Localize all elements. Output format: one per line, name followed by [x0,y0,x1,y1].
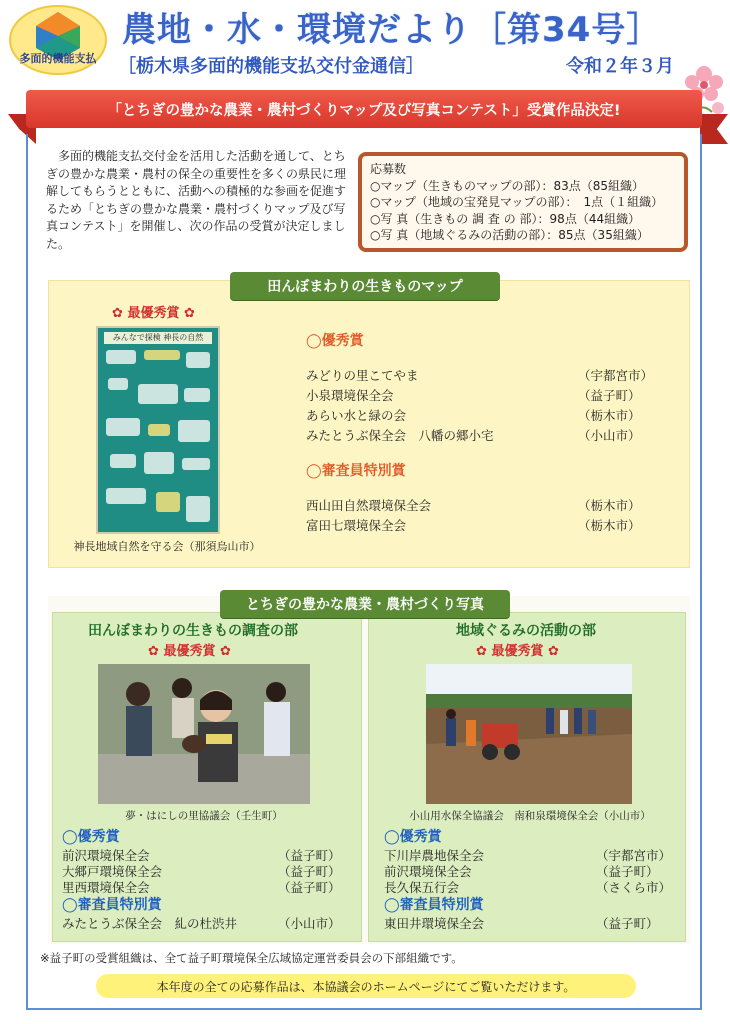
map-image-title: みんなで探検 神長の自然 [104,332,212,344]
award-city: （栃木市） [578,498,641,513]
award-row [62,846,352,863]
award-row [306,516,658,534]
winning-map-image [96,326,220,534]
map-note [186,352,210,368]
award-org: 西山田自然環境保全会 [306,498,432,513]
award-row [306,366,658,384]
right-photo-caption: 小山用水保全協議会 南和泉環境保全会（小山市） [409,810,651,822]
award-org: あらい水と緑の会 [306,408,407,423]
award-city: （栃木市） [578,518,641,533]
award-org: 小泉環境保全会 [306,388,394,403]
award-org: みどりの里こてやま [306,368,419,383]
award-org: 前沢環境保全会 [62,848,150,863]
entries-line: ○写 真（生きもの 調 査 の 部）：98点（44組織） [370,211,641,226]
left-special-heading: ◯審査員特別賞 [62,897,162,913]
map-note [186,496,210,522]
left-top-award [148,640,231,659]
award-org: 下川岸農地保全会 [384,848,485,863]
issue-date: 令和２年３月 [566,56,674,77]
award-org: 東田井環境保全会 [384,916,485,931]
right-special-heading: ◯審査員特別賞 [384,897,484,913]
award-row [384,862,680,879]
field-work-photo-icon [426,664,632,804]
entries-line: ○マップ（生きものマップの部）：83点（85組織） [370,178,645,193]
award-row [306,386,658,404]
map-note [108,378,128,390]
left-top-award-label: 最優秀賞 [163,644,216,659]
map-note [138,384,178,404]
award-row [384,914,680,931]
intro-text [46,148,346,258]
left-photo-caption: 夢・はにしの里協議会（壬生町） [125,810,283,822]
award-city: （栃木市） [578,408,641,423]
footnote: ※益子町の受賞組織は、全て益子町環境保全広域協定運営委員会の下部組織です。 [40,951,463,965]
award-org: 富田七環境保全会 [306,518,407,533]
award-row [62,914,352,931]
rose-icon: ✿ [148,644,159,659]
children-photo-icon [98,664,310,804]
rose-icon: ✿ [476,644,487,659]
entries-title: 応募数 [370,162,407,176]
right-top-award-label: 最優秀賞 [491,644,544,659]
rose-icon: ✿ [112,306,123,321]
award-org: 里西環境保全会 [62,880,150,895]
award-city: （小山市） [578,428,641,443]
award-org: みたとうぶ保全会 糺の杜渋井 [62,916,238,931]
award-row [306,426,658,444]
award-row [384,878,680,895]
map-note [182,458,210,470]
map-section-heading: 田んぼまわりの生きものマップ [230,272,500,300]
rose-icon: ✿ [547,644,559,659]
award-city: （宇都宮市） [578,368,654,383]
right-top-award [476,640,559,659]
award-row [62,862,352,879]
photo-section-heading: とちぎの豊かな農業・農村づくり写真 [220,590,510,618]
rose-icon: ✿ [183,306,195,321]
rose-icon: ✿ [219,644,231,659]
award-city: （さくら市） [596,880,672,895]
winning-photo-creatures [98,664,310,804]
map-excellent-heading: ◯優秀賞 [306,333,364,349]
map-note [178,420,210,442]
map-caption: 神長地域自然を守る会（那須烏山市） [73,540,261,553]
award-row [384,846,680,863]
footer-banner: 本年度の全ての応募作品は、本協議会のホームページにてご覧いただけます。 [96,974,636,998]
intro-paragraph: 多面的機能支払交付金を活用した活動を通して、とちぎの豊かな農業・農村の保全の重要性を多くの県民に理解してもらうとともに、活動への積極的な参画を促進するため「とちぎの豊かな農業・農村づくりマップ及び写真コンテスト」を開催し、次の作品の受賞が決定しました。 [46,149,347,251]
map-note [110,454,136,468]
award-city: （益子町） [596,864,659,879]
right-panel-title: 地域ぐるみの活動の部 [456,623,596,639]
award-row [306,496,658,514]
left-excellent-heading: ◯優秀賞 [62,829,120,845]
entries-box [358,152,688,252]
newsletter-subtitle: ［栃木県多面的機能支払交付金通信］ [118,56,424,77]
left-panel-title: 田んぼまわりの生きもの調査の部 [88,623,298,639]
map-note [144,350,180,360]
map-note [156,492,180,512]
map-note [106,418,140,436]
award-city: （宇都宮市） [596,848,672,863]
award-org: 大郷戸環境保全会 [62,864,163,879]
award-row [62,878,352,895]
entries-line: ○マップ（地域の宝発見マップの部）： 1点（１組織） [370,195,664,209]
map-note [148,424,170,436]
award-city: （益子町） [578,388,641,403]
award-city: （益子町） [278,880,341,895]
announcement-banner: 「とちぎの豊かな農業・農村づくりマップ及び写真コンテスト」受賞作品決定! [26,90,702,128]
award-city: （小山市） [278,916,341,931]
banner-ribbon-right [700,114,728,144]
right-excellent-heading: ◯優秀賞 [384,829,442,845]
award-city: （益子町） [278,864,341,879]
award-org: みたとうぶ保全会 八幡の郷小宅 [306,428,494,443]
newsletter-title: 農地・水・環境だより［第34号］ [122,10,662,50]
award-org: 前沢環境保全会 [384,864,472,879]
map-special-heading: ◯審査員特別賞 [306,463,406,479]
winning-photo-community [426,664,632,804]
award-org: 長久保五行会 [384,880,460,895]
award-city: （益子町） [278,848,341,863]
map-note [106,488,146,504]
map-top-award-label: 最優秀賞 [127,306,180,321]
map-note [184,388,210,402]
map-note [144,452,174,474]
award-row [306,406,658,424]
map-top-award [112,302,195,321]
award-city: （益子町） [596,916,659,931]
entries-line: ○写 真（地域ぐるみの活動の部）：85点（35組織） [370,228,649,242]
map-note [106,350,136,364]
logo-text: 多面的機能支払 [19,52,97,65]
